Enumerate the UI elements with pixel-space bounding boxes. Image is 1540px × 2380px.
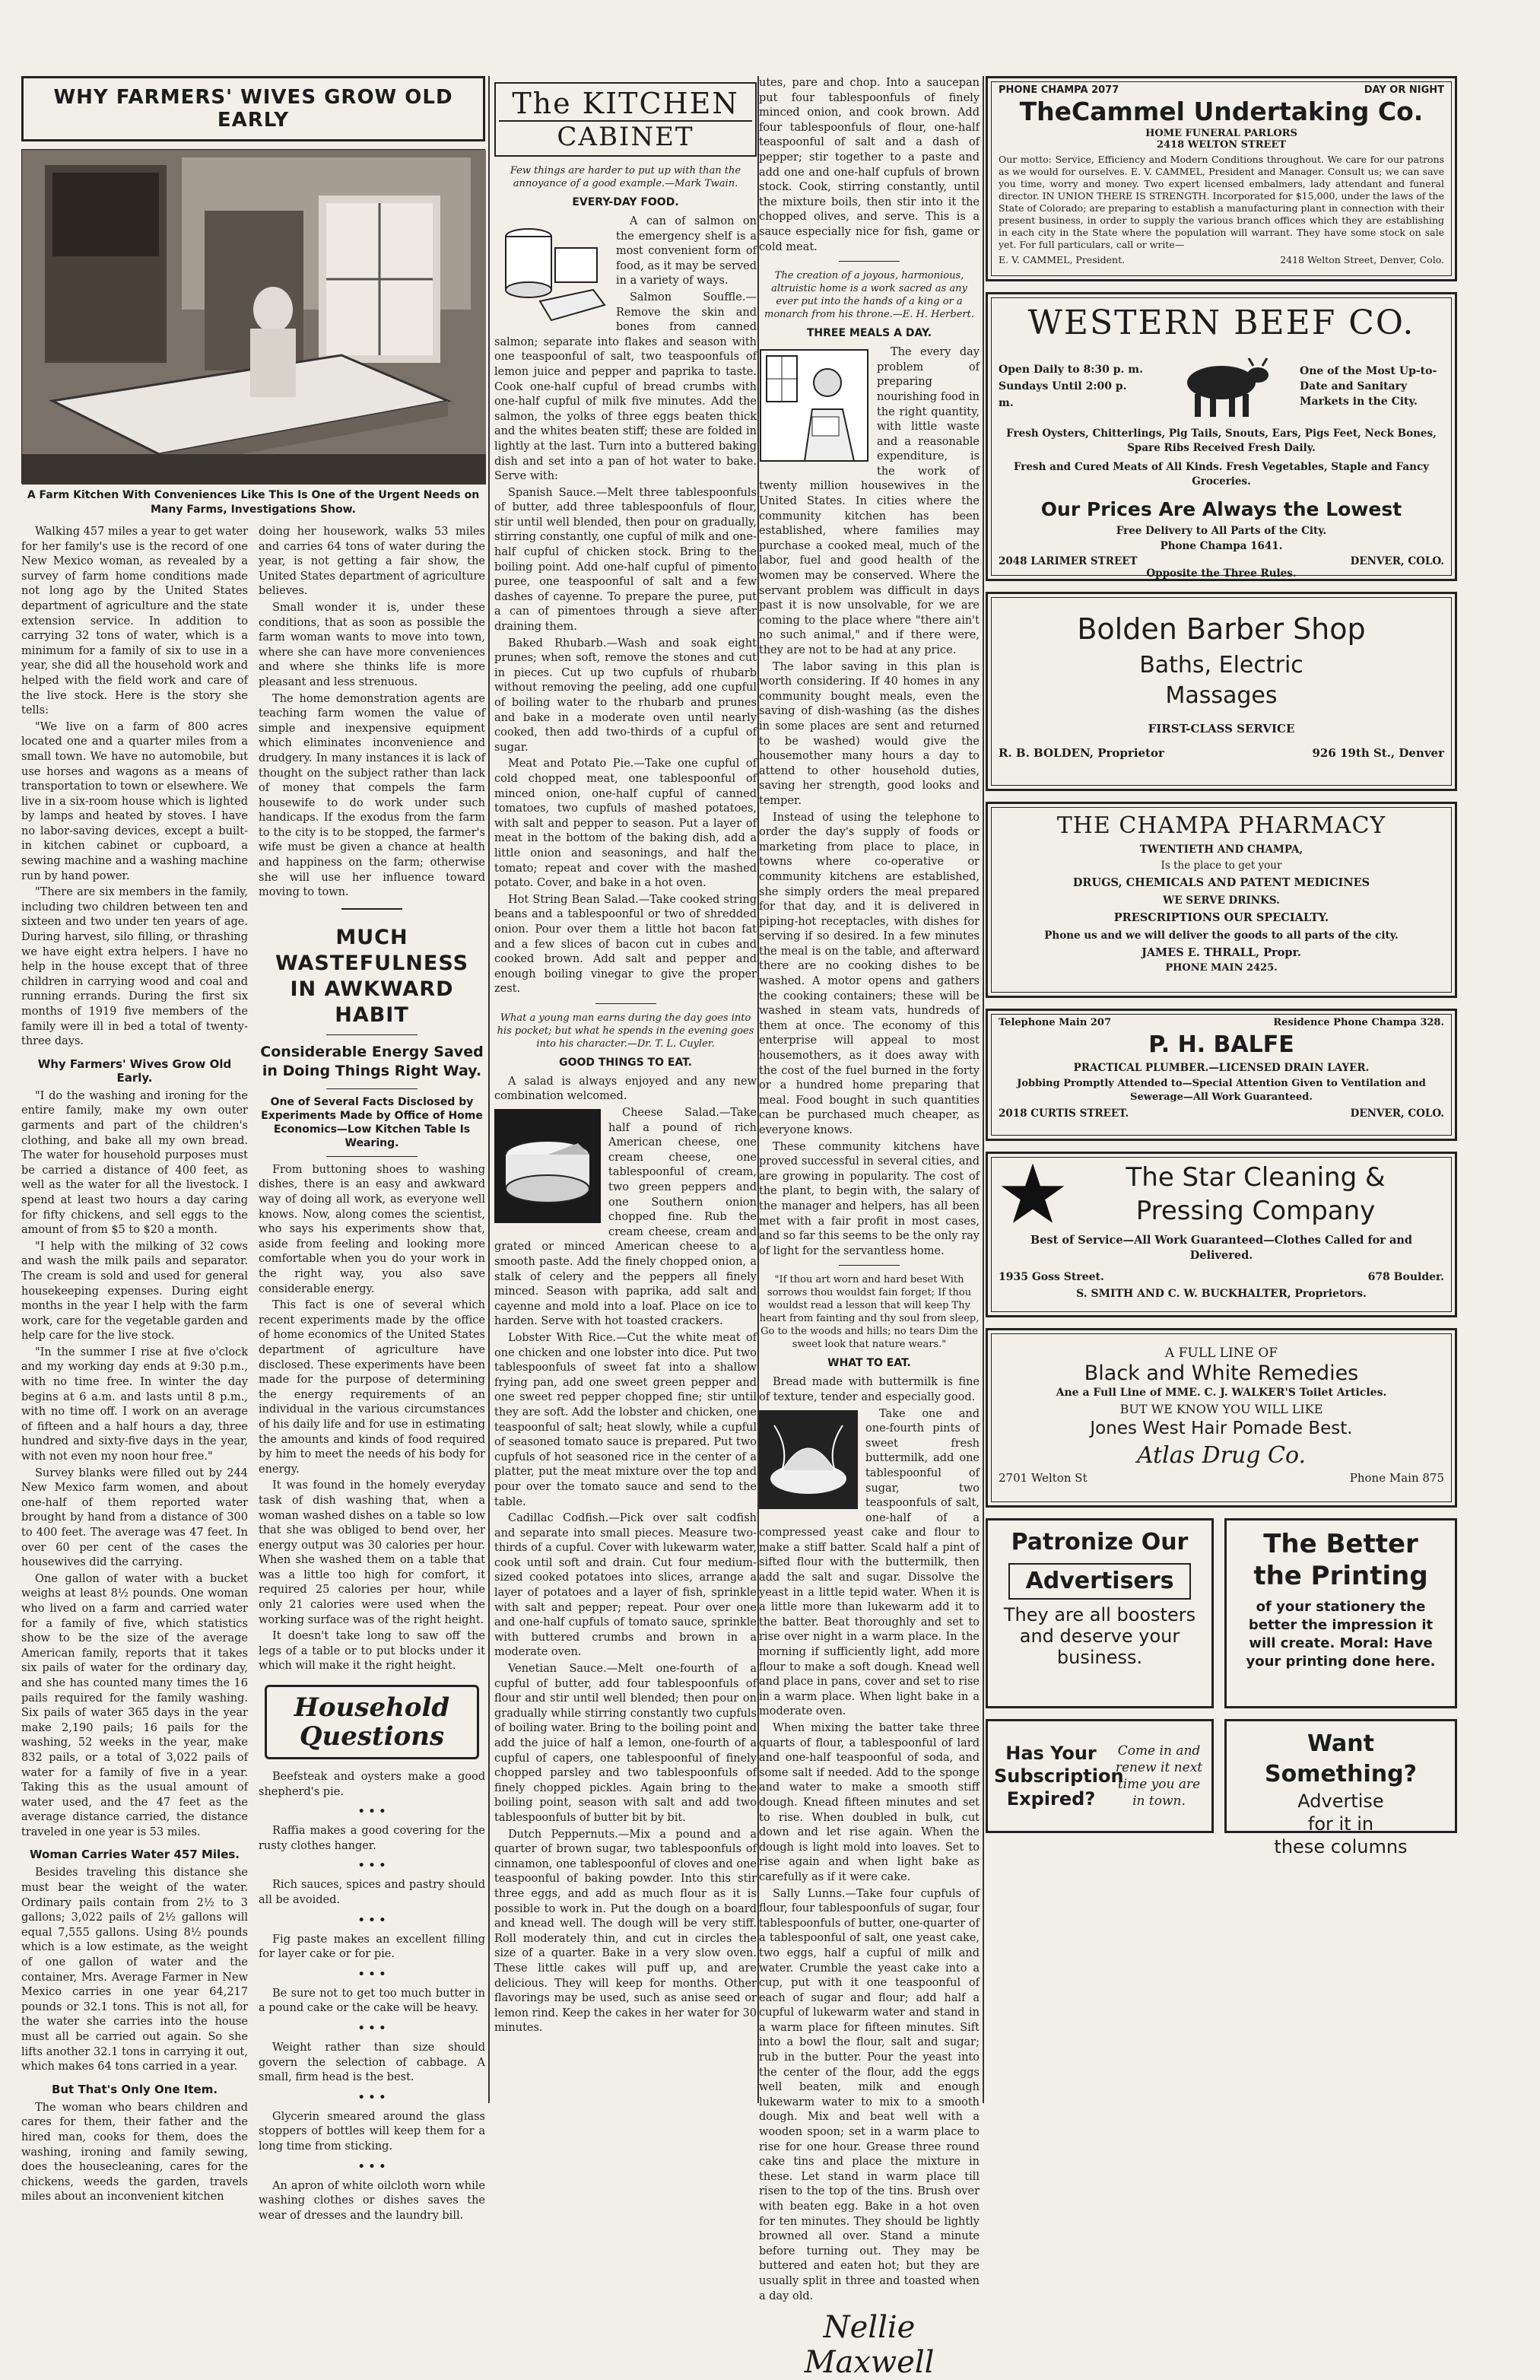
star-service: Best of Service—All Work Guaranteed—Clothes Called for and Delivered. <box>1030 1234 1413 1262</box>
subscription-answer: Come in and renew it next time you are in town. <box>1115 1743 1203 1809</box>
printing-head: The Better <box>1263 1529 1418 1559</box>
paragraph: Instead of using the telephone to order the day's supply of foods or marketing from place to place, in towns where co-operative or community kitchens are established, she simply orders the meal prepared for that day, and it is delivered in piping-hot receptacles, with dishes for serving if so desired. In a few minutes the meal is on the table, and afterward there are no cooking dishes to be washed. A motor opens and gathers the cooking containers; these will be washed in steam vats, hundreds of them at once. The economy of this enterprise will appeal to most housemothers, as it does away with the cost of the fuel burned in the forty or a hundred home preparing that meal. Food bought in such quantities can be purchased much cheaper, as everyone knows. <box>759 811 980 1136</box>
star-name: The Star Cleaning & <box>1126 1162 1386 1193</box>
wastefulness-deck: Considerable Energy Saved in Doing Things Right Way. <box>260 1043 484 1079</box>
star-name: Pressing Company <box>1135 1196 1376 1226</box>
paragraph: doing her housework, walks 53 miles and carries 64 tons of water during the year, is not getting a fair show, the United States department of agriculture believes. <box>259 526 485 598</box>
proprietor: R. B. BOLDEN, Proprietor <box>999 746 1164 760</box>
separator: • • • <box>357 2091 386 2104</box>
paragraph: Survey blanks were filled out by 244 New Mexico farm women, and about one-half of them reported water brought by hand from a distance of 300 to 400 feet. The average was 47 feet. In over 60 per cent of the cases the housewives did the carrying. <box>21 1466 248 1569</box>
paragraph: Bread made with buttermilk is fine of texture, tender and especially good. <box>759 1376 980 1403</box>
divider <box>326 1088 418 1089</box>
phone: PHONE MAIN 2425. <box>1165 962 1278 974</box>
patronize-head: Patronize Our <box>1011 1529 1189 1555</box>
address: 2418 Welton Street, Denver, Colo. <box>1280 254 1444 265</box>
printing-head: the Printing <box>1253 1561 1428 1591</box>
paragraph: One gallon of water with a bucket weighs at least 8½ pounds. One woman who lived on a farm and carried water for a family of five, which statistics show to be the size of the average American family, reports that it takes six pails of water for the ordinary day, and she has counted many times the 16 pails required for the family washing. Six pails of water 365 days in the year make 2,190 pails; 16 pails for the washing, 52 weeks in the year, make 832 pails, or a total of 3,022 pails of water for a family of five in a year. Taking this as the usual amount of water used, and the 47 feet as the average distance carried, the distance traveled in one year is 53 miles. <box>21 1572 248 1838</box>
section-head: WHAT TO EAT. <box>827 1357 911 1370</box>
column-rule <box>488 76 490 2103</box>
farm-wives-right <box>259 525 485 2225</box>
subhead: Woman Carries Water 457 Miles. <box>30 1848 240 1862</box>
paragraph: The labor saving in this plan is worth considering. If 40 homes in any community bought meals, even the saving of dish-washing (as the dishes in some places are sent and returned to be washed) would give the housemother many hours a day to attend to other household duties, saving her strength, good looks and temper. <box>759 660 980 807</box>
want-body: these columns <box>1274 1836 1408 1857</box>
paragraph: Dutch Peppernuts.—Mix a pound and a quarter of brown sugar, two tablespoonfuls of cinnamon, one tablespoonful of cloves and one teaspoonful of baking powder. Into this stir three eggs, and add as much flour as it is possible to work in. Put the dough on a board and knead well. The dough will be very stiff. Roll moderately thin, and cut in circles the size of a quarter. Bake in a very slow oven. These little cakes will puff up, and are delicious. They will keep for months. Other flavorings may be used, such as anise seed or lemon rind. Keep the cakes in her water for 30 minutes. <box>494 1828 757 2035</box>
kitchen-cabinet-column <box>494 76 757 2103</box>
separator: • • • <box>357 2160 386 2173</box>
advertisements-column <box>986 76 1457 2103</box>
cheese-illustration <box>494 1109 601 1223</box>
column-rule <box>983 76 984 2103</box>
president: E. V. CAMMEL, President. <box>999 254 1126 265</box>
city: DENVER, COLO. <box>1350 1107 1444 1120</box>
paragraph: When mixing the batter take three quarts of flour, a tablespoonful of lard and one-half teaspoonful of soda, and some salt if needed. Add to the sponge and water to make a smooth stiff dough. Knead fifteen minutes and set to rise. When doubled in bulk, cut down and let rise again. When the dough is light mold into loaves. Set to rise again and when light bake as carefully as if it were cake. <box>759 1722 980 1883</box>
section-head: EVERY-DAY FOOD. <box>572 196 679 208</box>
pharmacy-name: THE CHAMPA PHARMACY <box>1056 812 1386 839</box>
farm-wives-column <box>21 76 485 2222</box>
want-something-ad <box>1224 1719 1457 1857</box>
city: DENVER, COLO. <box>1350 555 1444 567</box>
western-beef-ad <box>986 292 1457 581</box>
salmon-can-illustration <box>494 218 608 332</box>
phone-us: Phone us and we will deliver the goods to all parts of the city. <box>1044 929 1399 942</box>
separator: • • • <box>357 2022 386 2035</box>
address: 2018 CURTIS STREET. <box>999 1107 1129 1120</box>
cammel-body: Our motto: Service, Efficiency and Modern Conditions throughout. We care for our patrons as we would for ourselves. E. V. CAMMEL, President and Manager. Consult us; we can save you time, worry and money. Two expert licensed embalmers, lady attendant and funeral director. IN UNION THERE IS STRENGTH. Incorporated for $15,000, under the laws of the State of Colorado; are preparing to establish a manufacturing plant in connection with their present business, in order to supply the various branch offices which they are establishing in each city in the State where the population will warrant. They have some stock on sale yet. For full particulars, call or write— <box>999 154 1444 250</box>
paragraph: Meat and Potato Pie.—Take one cupful of cold chopped meat, one tablespoonful of minced onion, one-half cupful of canned tomatoes, two cupfuls of mashed potatoes, with salt and pepper to season. Put a layer of meat in the bottom of the baking dish, add a little onion and seasonings, and half the tomato; repeat and cover with the mashed potato. Cover, and bake in a hot oven. <box>494 758 757 890</box>
subhead: But That's Only One Item. <box>51 2082 218 2096</box>
quote: What a young man earns during the day goes into his pocket; but what he spends in the evening goes into his character.—Dr. T. L. Cuyler. <box>497 1012 754 1050</box>
paragraph: The every day problem of preparing nourishing food in the right quantity, with little waste and a reasonable expenditure, is the work of twenty million housewives in the United States. In cities where the community kitchen has been established, where families may purchase a cooked meal, much of the labor, fuel and good health of the women may be conserved. Where the servant problem was difficult in days past it is now unsolvable, for we are coming to the place where "there ain't no such animal," and if there were, they are not to be had at any price. <box>759 346 980 656</box>
divider <box>839 261 900 262</box>
address: 926 19th St., Denver <box>1312 746 1444 760</box>
paragraph: A salad is always enjoyed and any new combination welcomed. <box>494 1075 757 1103</box>
separator: • • • <box>357 1806 386 1819</box>
hours: Sundays Until 2:00 p. m. <box>999 380 1127 409</box>
patronize-body: They are all boosters and deserve your business. <box>1003 1604 1196 1668</box>
paragraph: "In the summer I rise at five o'clock and my working day ends at 9:30 p.m., with no time free. In winter the day begins at 6 a.m. and lasts until 8 p.m., with no time off. I work on an average of fifteen and a half hours a day, three hundred and sixty-five days in the year, with not even my noon hour free." <box>21 1346 248 1463</box>
banner <box>21 76 485 141</box>
subhead: Why Farmers' Wives Grow Old Early. <box>37 1057 232 1085</box>
household-questions-title: Household Questions <box>265 1685 479 1759</box>
hq-item: Weight rather than size should govern the selection of cabbage. A small, firm head is the best. <box>259 2041 485 2084</box>
paragraph: Cadillac Codfish.—Pick over salt codfish and separate into small pieces. Measure two-thirds of a cupful. Cover with lukewarm water, cook until soft and drain. Cut four medium-sized cooked potatoes into slices, arrange a layer of potatoes and a layer of fish, sprinkle with salt and pepper; repeat. Pour over one and one-half cupfuls of tomato sauce, sprinkle with buttered crumbs and brown in a moderate oven. <box>494 1512 757 1659</box>
day-night: DAY OR NIGHT <box>1364 84 1444 96</box>
atlas-line: Black and White Remedies <box>1084 1362 1359 1385</box>
pharmacy-ad <box>986 802 1457 998</box>
separator: • • • <box>357 1914 386 1927</box>
subscription-question: Has Your Subscription Expired? <box>994 1743 1124 1810</box>
paragraph: Take one and one-fourth pints of sweet fresh buttermilk, add one tablespoonful of sugar, two teaspoonfuls of salt, one-half of a compressed yeast cake and flour to make a stiff batter. Scald half a pint of sifted flour with the buttermilk, then add the salt and sugar. Dissolve the yeast in a little tepid water. When it is a little more than lukewarm add it to the batter. Beat thoroughly and set to rise over night in a warm place. In the morning if sufficiently light, add more flour to make a soft dough. Knead well and place in pans, cover and set to rise in a warm place. When light bake in a moderate oven. <box>759 1407 980 1718</box>
printing-body: of your stationery the better the impression it will create. Moral: Have your printing done here. <box>1246 1599 1436 1670</box>
barber-line: Baths, Electric <box>1139 652 1303 678</box>
paragraph: Cheese Salad.—Take half a pound of rich American cheese, one cream cheese, one tablespoonful of cream, two green peppers and one Southern onion chopped fine. Rub the cream cheese, cream and grated or minced American cheese to a smooth paste. Add the finely chopped onion, a stalk of celery and the peppers all finely minced. Season with paprika, add salt and cayenne and mold into a loaf. Place on ice to harden. Serve with hot toasted crackers. <box>494 1107 757 1328</box>
bread-icon <box>759 1410 858 1509</box>
kitchen-title-line2: CABINET <box>499 120 752 152</box>
intro-quote: Few things are harder to put up with than the annoyance of a good example.—Mark Twain. <box>510 165 741 189</box>
paragraph: Venetian Sauce.—Melt one-fourth of a cupful of butter, add four tablespoonfuls of flour and stir until well blended; then pour on gradually while stirring constantly two cupfuls of boiling water. Bring to the boiling point and add the juice of half a lemon, one-fourth of a cupful of capers, one tablespoonful of finely chopped parsley and two tablespoonfuls of finely chopped pickles. Again bring to the boiling point, season with salt and add two tablespoonfuls of butter bit by bit. <box>494 1663 757 1824</box>
hq-item: Rich sauces, spices and pastry should all be avoided. <box>259 1879 485 1906</box>
balfe-ad <box>986 1009 1457 1141</box>
atlas-line: A FULL LINE OF <box>1164 1346 1278 1361</box>
paragraph: These community kitchens have proved successful in several cities, and are growing in popularity. The cost of the plant, to begin with, the salary of the manager and helpers, has all been met with a fair profit in most cases, and so far this seems to be the only ray of light for the servantless home. <box>759 1140 980 1257</box>
wastefulness-headline: MUCH WASTEFULNESS IN AWKWARD HABIT <box>275 925 469 1027</box>
hq-item: Fig paste makes an excellent filling for layer cake or for pie. <box>259 1933 485 1961</box>
paragraph: "I help with the milking of 32 cows and wash the milk pails and separator. The cream is sold and used for general housekeeping expenses. During eight months in the year I help with the farm work, care for the vegetable garden and help care for the live stock. <box>21 1240 248 1343</box>
paragraph: Lobster With Rice.—Cut the white meat of one chicken and one lobster into dice. Put two tablespoonfuls of sweet fat into a shallow frying pan, add one sweet green pepper and one sweet red pepper chopped fine; stir until they are soft. Add the lobster and chicken, one teaspoonful of salt; heat slowly, while a cupful of seasoned tomato sauce is prepared. Put two cupfuls of hot seasoned rice in the center of a platter, put the meat mixture over the top and pour over the tomato sauce and send to the table. <box>494 1331 757 1508</box>
telephone: Telephone Main 207 <box>999 1017 1111 1028</box>
atlas-line: BUT WE KNOW YOU WILL LIKE <box>1119 1402 1323 1416</box>
atlas-drug-ad <box>986 1328 1457 1508</box>
quote: The creation of a joyous, harmonious, altruistic home is a work sacred as any ever put into the hands of a king or a monarch from his throne.—E. H. Herbert. <box>764 270 974 321</box>
address: 1935 Goss Street. <box>999 1271 1104 1283</box>
beef-prices: Our Prices Are Always the Lowest <box>1040 498 1402 520</box>
paragraph: Small wonder it is, under these conditions, that as soon as possible the farm woman wants to move into town, where she can have more conveniences and where she thinks life is more pleasant and less strenuous. <box>259 601 485 688</box>
paragraph: Sally Lunns.—Take four cupfuls of flour, four tablespoonfuls of sugar, four tablespoonfuls of butter, one-quarter of a tablespoonful of salt, one yeast cake, two eggs, half a cupful of milk and water. Crumble the yeast cake into a cup, put with it one teaspoonful of each of sugar and flour; add half a cupful of lukewarm water and stand in a warm place for fifteen minutes. Sift into a bowl the flour, salt and sugar; rub in the butter. Pour the yeast into the center of the flour, add the eggs well beaten, milk and enough lukewarm water to mix to a smooth dough. Mix and beat well with a wooden spoon; set in a warm place to rise for one hour. Grease three round cake tins and place the mixture in these. Let stand in warm place till risen to the top of the tins. Brush over with beaten egg. Bake in a hot oven for ten minutes. They should be lightly browned all over. Stand a minute before turning out. They may be buttered and eaten hot; but they are usually split in three and toasted when a day old. <box>759 1887 980 2302</box>
kitchen-illustration <box>22 150 486 485</box>
beef-line: Fresh Oysters, Chitterlings, Pig Tails, Snouts, Ears, Pigs Feet, Neck Bones, Spare Ribs Received Fresh Daily. <box>1006 427 1437 454</box>
farm-wives-left <box>21 525 248 2225</box>
hours: Open Daily to 8:30 p. m. <box>999 364 1143 376</box>
poem: "If thou art worn and hard beset With sorrows thou wouldst fain forget; If thou wouldst read a lesson that will keep Thy heart from fainting and thy soul from sleep, Go to the woods and hills; no tears Dim the sweet look that nature wears." <box>759 1274 980 1351</box>
paragraph: "There are six members in the family, including two children between ten and sixteen and two under ten years of age. During harvest, silo filling, or thrashing we have eight extra helpers. I have no help in the house except that of three children in carrying wood and coal and running errands. During the first six months of 1919 five members of the family were ill in bed a total of twenty-three days. <box>21 886 248 1048</box>
banner-title: WHY FARMERS' WIVES GROW OLD EARLY <box>53 86 453 132</box>
newspaper-page <box>21 76 1516 2380</box>
balfe-line: Jobbing Promptly Attended to—Special Attention Given to Ventilation and Sewerage—All Work Guaranteed. <box>1017 1078 1426 1103</box>
want-body: for it in <box>1307 1813 1374 1835</box>
balfe-name: P. H. BALFE <box>1148 1031 1294 1058</box>
residence-phone: Residence Phone Champa 328. <box>1273 1017 1444 1028</box>
paragraph: Spanish Sauce.—Melt three tablespoonfuls of butter, add three tablespoonfuls of flour, stir until well blended, then pour on gradually, stirring constantly, one cupful of milk and one-half cupful of chicken stock. Bring to the boiling point. Add one-half cupful of pimento puree, one teaspoonful of salt and a few dashes of cayenne. To prepare the puree, put a can of pimentoes through a sieve after draining them. <box>494 486 757 634</box>
cow-icon <box>1168 352 1275 421</box>
woman-reading-illustration <box>759 348 869 462</box>
drinks: WE SERVE DRINKS. <box>1163 894 1280 907</box>
atlas-line: Ane a Full Line of MME. C. J. WALKER'S Toilet Articles. <box>1056 1387 1387 1399</box>
section-head: GOOD THINGS TO EAT. <box>559 1056 692 1069</box>
tagline: Is the place to get your <box>1161 860 1282 872</box>
separator: • • • <box>357 1968 386 1981</box>
patronize-sub: Advertisers <box>1008 1563 1191 1600</box>
kitchen-title-line1: The KITCHEN <box>512 87 739 120</box>
paragraph: The woman who bears children and cares for them, their father and the hired man, cooks for them, does the washing, ironing and family sewing, does the housecleaning, cares for the chickens, weeds the garden, travels miles about an inconvenient kitchen <box>21 2101 248 2204</box>
beef-name: WESTERN BEEF CO. <box>1027 303 1415 342</box>
hq-item: Be sure not to get too much butter in a pound cake or the cake will be heavy. <box>259 1987 485 2015</box>
paragraph: A can of salmon on the emergency shelf is a most convenient form of food, as it may be served in a variety of ways. <box>616 215 757 288</box>
divider <box>326 1156 418 1157</box>
subscription-ad <box>986 1719 1214 1833</box>
kitchen-cabinet-continued <box>759 76 980 2380</box>
beef-tag: One of the Most Up-to-Date and Sanitary Markets in the City. <box>1300 365 1437 408</box>
printing-ad <box>1224 1518 1457 1708</box>
paragraph: "We live on a farm of 800 acres located one and a quarter miles from a small town. We have no automobile, but use horses and wagons as a means of transportation to town or elsewhere. We live in a six-room house which is lighted by lamps and heated by stoves. I have no labor-saving devices, except a built-in kitchen cabinet or cupboard, a sewing machine and a washing machine run by hand power. <box>21 720 248 882</box>
atlas-name: Atlas Drug Co. <box>1136 1442 1307 1469</box>
photo-caption: A Farm Kitchen With Conveniences Like This Is One of the Urgent Needs on Many Farms, Investigations Show. <box>27 489 480 516</box>
phone: Phone Champa 1641. <box>1160 540 1283 552</box>
opposite: Opposite the Three Rules. <box>1146 567 1297 580</box>
paragraph: "I do the washing and ironing for the entire family, make my own outer garments and part of the children's clothing, and bake all my own bread. The water for household purposes must be carried a distance of 400 feet, as well as the water for all the livestock. I spend at least two hours a day caring for fifty chickens, and sell eggs to the amount of from $5 to $20 a month. <box>21 1089 248 1237</box>
section-head: THREE MEALS A DAY. <box>806 327 932 340</box>
address: 678 Boulder. <box>1367 1271 1444 1283</box>
divider <box>341 908 402 910</box>
paragraph: The home demonstration agents are teaching farm women the value of simple and inexpensive equipment which eliminates inconvenience and drudgery. In many instances it is lack of thought on the subject rather than lack of money that compels the farm housewife to do work under such handicaps. If the exodus from the farm to the city is to be stopped, the farmer's wife must be given a chance at health and happiness on the farm; otherwise she will use her influence toward moving to town. <box>259 692 485 899</box>
address: 2048 LARIMER STREET <box>999 555 1138 567</box>
want-body: Advertise <box>1297 1791 1384 1812</box>
phone: PHONE CHAMPA 2077 <box>999 84 1119 96</box>
patronize-ad <box>986 1518 1214 1708</box>
prescriptions: PRESCRIPTIONS OUR SPECIALTY. <box>1113 911 1329 924</box>
beef-line: Fresh and Cured Meats of All Kinds. Fresh Vegetables, Staple and Fancy Groceries. <box>1013 461 1430 488</box>
paragraph: Besides traveling this distance she must bear the weight of the water. Ordinary pails contain from 2½ to 3 gallons; 3,022 pails of 2½ gallons will equal 7,555 gallons. Using 8½ pounds which is a low estimate, as the weight of one gallon of water and the container, Mrs. Average Farmer in New Mexico carries in one year 64,217 pounds or 32.1 tons. This is not all, for the water she carries into the house must all be carried out again. So she lifts another 32.1 tons in carrying it out, which makes 64 tons carried in a year. <box>21 1867 248 2073</box>
bread-illustration <box>759 1410 858 1509</box>
cheese-icon <box>494 1109 601 1223</box>
hq-item: Glycerin smeared around the glass stoppers of bottles will keep them for a long time from sticking. <box>259 2110 485 2153</box>
parlors: HOME FUNERAL PARLORS <box>1145 128 1297 139</box>
paragraph: Hot String Bean Salad.—Take cooked string beans and a tablespoonful or two of shredded onion. Pour over them a little hot bacon fat and a few slices of bacon cut in cubes and cooked brown. Add salt and pepper and enough boiling vinegar to give the proper zest. <box>494 893 757 996</box>
address: 2701 Welton St <box>999 1471 1088 1485</box>
signature: Nellie Maxwell <box>804 2310 935 2380</box>
divider <box>595 1003 656 1004</box>
address: 2418 WELTON STREET <box>1156 139 1287 151</box>
paragraph: Salmon Souffle.—Remove the skin and bones from canned salmon; separate into flakes and season with one teaspoonful of salt, two teaspoonfuls of lemon juice and pepper and paprika to taste. Cook one-half cupful of bread crumbs with one-half cupful of milk five minutes. Add the salmon, the yolks of three eggs beaten thick and the whites beaten stiff; these are folded in lightly at the last. Turn into a buttered baking dish and set into a pan of hot water to bake. Serve with: <box>494 291 757 483</box>
woman-reading-icon <box>759 348 869 462</box>
hq-item: Raffia makes a good covering for the rusty clothes hanger. <box>259 1825 485 1852</box>
proprietors: S. SMITH AND C. W. BUCKHALTER, Proprietors. <box>1076 1288 1367 1300</box>
kitchen-cabinet-title <box>494 82 757 157</box>
barber-line: Massages <box>1165 682 1278 709</box>
wastefulness-deck2: One of Several Facts Disclosed by Experiments Made by Office of Home Economics—Low Kitchen Table Is Wearing. <box>261 1095 483 1149</box>
paragraph: utes, pare and chop. Into a saucepan put four tablespoonfuls of finely minced onion, and cook brown. Add four tablespoonfuls of flour, one-half teaspoonful of salt and a dash of pepper; stir together to a paste and add one and one-half cupfuls of brown stock. Cook, stirring constantly, until the mixture boils, then stir into it the chopped olives, and serve. This is a sauce especially nice for fish, game or cold meat. <box>759 77 980 253</box>
separator: • • • <box>357 1860 386 1873</box>
star-icon <box>999 1160 1067 1228</box>
paragraph: It was found in the homely everyday task of dish washing that, when a woman washed dishes on a table so low that she was obliged to bend over, her energy output was 30 calories per hour. When she washed them on a table that was a little too high for comfort, it required 25 calories per hour, while only 21 calories were used when the working surface was of the right height. <box>259 1479 485 1626</box>
balfe-title: PRACTICAL PLUMBER.—LICENSED DRAIN LAYER. <box>1073 1062 1370 1074</box>
address: TWENTIETH AND CHAMPA, <box>1139 844 1303 856</box>
drugs: DRUGS, CHEMICALS AND PATENT MEDICINES <box>1072 876 1370 889</box>
want-head: Want Something? <box>1264 1730 1418 1787</box>
barber-ad <box>986 592 1457 791</box>
divider <box>326 1034 418 1035</box>
salmon-can-icon <box>494 218 608 332</box>
cammel-ad <box>986 76 1457 281</box>
hq-item: An apron of white oilcloth worn while washing clothes or dishes saves the wear of dresses and the laundry bill. <box>259 2179 485 2222</box>
barber-name: Bolden Barber Shop <box>1077 612 1366 646</box>
cammel-name: TheCammel Undertaking Co. <box>1019 97 1424 126</box>
hq-item: Beefsteak and oysters make a good shepherd's pie. <box>259 1771 485 1798</box>
paragraph: Walking 457 miles a year to get water for her family's use is the record of one New Mexico woman, as revealed by a survey of farm home conditions made not long ago by the United States department of agriculture and the state extension service. In addition to carrying 32 tons of water, which is a minimum for a family of six to use in a year, she did all the household work and helped with the field work and care of the live stock. Here is the story she tells: <box>21 526 248 717</box>
proprietor: JAMES E. THRALL, Propr. <box>1142 946 1301 959</box>
divider <box>839 1265 900 1266</box>
farm-kitchen-photo <box>21 149 485 484</box>
atlas-line: Jones West Hair Pomade Best. <box>1090 1419 1353 1438</box>
star-cleaning-ad <box>986 1152 1457 1317</box>
service: FIRST-CLASS SERVICE <box>1148 722 1295 736</box>
phone: Phone Main 875 <box>1349 1471 1444 1485</box>
paragraph: Baked Rhubarb.—Wash and soak eight prunes; when soft, remove the stones and cut in pieces. Cut up two cupfuls of rhubarb without removing the peeling, add one cupful of boiling water to the rhubarb and prunes and bake in a moderate oven until nearly cooked, then add two-thirds of a cupful of sugar. <box>494 637 757 754</box>
delivery: Free Delivery to All Parts of the City. <box>1116 525 1327 537</box>
paragraph: This fact is one of several which recent experiments made by the office of home economics of the United States department of agriculture have disclosed. These experiments have been made for the purpose of determining the energy requirements of an individual in the various circumstances of his daily life and for use in estimating the amounts and kinds of food required by him to meet the needs of his body for energy. <box>259 1299 485 1476</box>
paragraph: From buttoning shoes to washing dishes, there is an easy and awkward way of doing all work, as everyone well knows. Now, along comes the scientist, who says his experiments show that, aside from feeling and looking more comfortable when you do your work in the right way, you also save considerable energy. <box>259 1163 485 1295</box>
paragraph: It doesn't take long to saw off the legs of a table or to put blocks under it which will make it the right height. <box>259 1630 485 1673</box>
